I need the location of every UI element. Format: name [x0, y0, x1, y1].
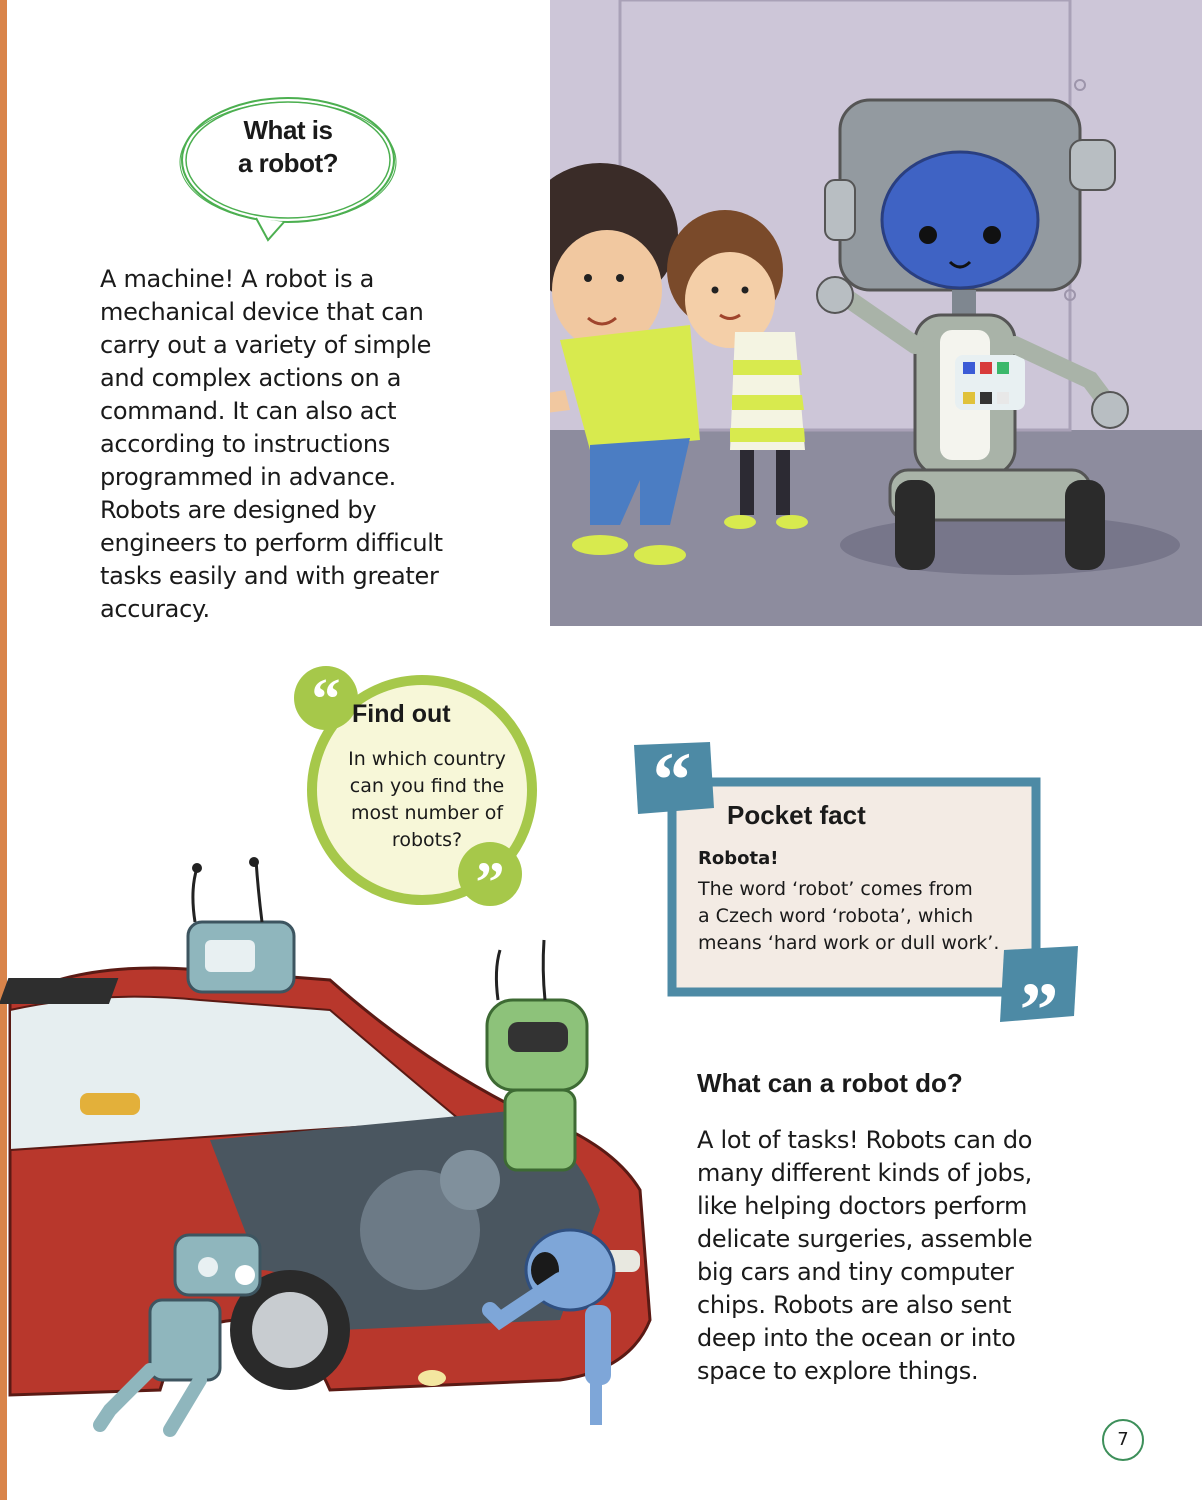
find-out-title: Find out — [352, 700, 451, 728]
svg-text:“: “ — [311, 666, 341, 731]
text-line: like helping doctors perform — [697, 1192, 1028, 1220]
pocket-fact-title: Pocket fact — [727, 800, 866, 830]
question-title-line: What is — [243, 115, 333, 145]
text-line: robots? — [391, 829, 463, 851]
text-line: chips. Robots are also sent — [697, 1291, 1012, 1319]
page-number: 7 — [1102, 1419, 1144, 1461]
robot-do-paragraph — [697, 1124, 1097, 1388]
intro-paragraph — [100, 263, 540, 626]
kids-and-robot-illustration — [550, 0, 1202, 626]
find-out-question — [338, 746, 516, 854]
text-line: many different kinds of jobs, — [697, 1159, 1032, 1187]
question-speech-bubble — [176, 92, 400, 242]
text-line: tasks easily and with greater — [100, 562, 439, 590]
text-line: big cars and tiny computer — [697, 1258, 1014, 1286]
text-line: according to instructions — [100, 430, 390, 458]
robots-repairing-car-illustration — [0, 850, 660, 1450]
question-title — [176, 114, 400, 180]
text-line: In which country — [348, 748, 506, 770]
svg-text:”: ” — [475, 850, 505, 910]
text-line: can you find the — [349, 775, 505, 797]
text-line: mechanical device that can — [100, 298, 424, 326]
text-line: programmed in advance. — [100, 463, 397, 491]
svg-text:”: ” — [1019, 966, 1059, 1030]
text-line: accuracy. — [100, 595, 210, 623]
text-line: The word ‘robot’ comes from — [698, 878, 973, 900]
robot-do-heading: What can a robot do? — [697, 1068, 963, 1098]
text-line: and complex actions on a — [100, 364, 402, 392]
text-line: deep into the ocean or into — [697, 1324, 1016, 1352]
pocket-fact-subtitle: Robota! — [698, 848, 779, 869]
text-line: delicate surgeries, assemble — [697, 1225, 1033, 1253]
text-line: most number of — [350, 802, 504, 824]
svg-text:“: “ — [652, 740, 692, 823]
text-line: Robots are designed by — [100, 496, 377, 524]
question-title-line: a robot? — [238, 148, 338, 178]
text-line: engineers to perform difficult — [100, 529, 443, 557]
pocket-fact-box — [632, 740, 1082, 1030]
pocket-fact-text — [698, 876, 1028, 957]
text-line: means ‘hard work or dull work’. — [698, 932, 1000, 954]
text-line: A lot of tasks! Robots can do — [697, 1126, 1033, 1154]
text-line: carry out a variety of simple — [100, 331, 432, 359]
text-line: space to explore things. — [697, 1357, 979, 1385]
text-line: a Czech word ‘robota’, which — [698, 905, 974, 927]
text-line: A machine! A robot is a — [100, 265, 375, 293]
text-line: command. It can also act — [100, 397, 397, 425]
robot-on-roof — [188, 857, 294, 992]
